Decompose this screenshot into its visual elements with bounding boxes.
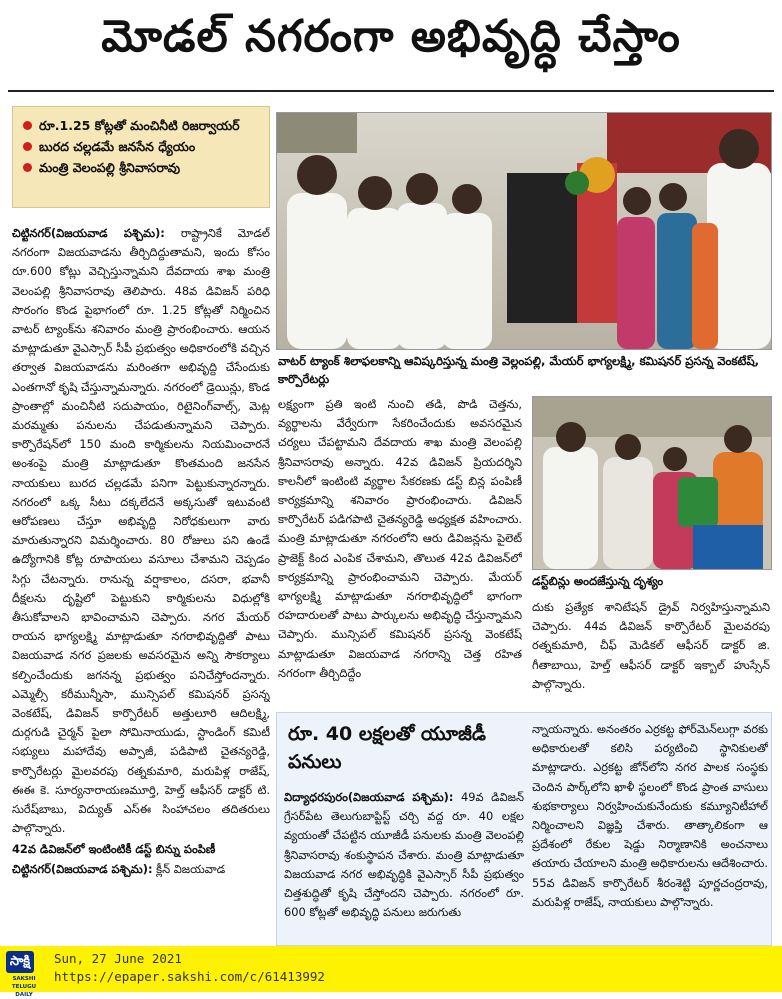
dateline: చిట్టినగర్(విజయవాడ పశ్చిమ):	[12, 861, 153, 876]
footer-date: Sun, 27 June 2021	[54, 951, 182, 966]
highlight-text: బురద చల్లడమే జనసేన ధ్యేయం	[39, 139, 196, 154]
highlight-item	[19, 157, 263, 178]
subheading: 42వ డివిజన్‌లో ఇంటింటికీ డస్ట్ బిన్ను పంపిణీ	[12, 841, 216, 856]
article-paragraph	[12, 860, 270, 879]
highlights-box	[12, 106, 270, 208]
photo-caption: డస్ట్‌బిన్లు అందజేస్తున్న దృశ్యం	[532, 574, 664, 588]
sakshi-logo: సాక్షి	[6, 951, 34, 973]
highlight-text: రూ.1.25 కోట్లతో మంచినీటి రిజర్వాయర్	[39, 118, 240, 133]
sidebar-story-title: రూ. 40 లక్షలతో యూజీడీ పనులు	[288, 723, 486, 773]
footer-url[interactable]: https://epaper.sakshi.com/c/61413992	[54, 969, 325, 984]
article-column-1	[12, 224, 270, 942]
photo-dustbin-distribution	[532, 396, 772, 570]
highlight-item	[19, 115, 263, 136]
highlight-text: మంత్రి వెలంపల్లి శ్రీనివాసరావు	[39, 160, 181, 175]
bullet-icon	[23, 142, 32, 151]
highlight-item	[19, 136, 263, 157]
article-body: లక్ష్యంగా ప్రతి ఇంటి నుంచి తడి, పొడి చెత్తను, వ్యర్థాలను వేర్వేరుగా సేకరించేందుకు అవసరమైన చర్యలు చేపట్టామని దేవదాయ శాఖ మంత్రి వెలంపల్లి శ్రీనివాసరావు అన్నారు. 42వ డివిజన్ ప్రియదర్శిని కాలనీలో ఇంటింటి వ్యర్థాల సేకరణకు డస్ట్ బిన్ల పంపిణీ కార్యక్రమాన్ని శనివారం ప్రారంభించారు. డివిజన్ కార్పొరేటర్ పడిగపాటి చైతన్యరెడ్డి అధ్యక్షత వహించారు. మంత్రి మాట్లాడుతూ నగరంలోని ఆరు డివిజన్లను పైలెట్ ప్రాజెక్ట్ కింద ఎంపిక చేశామని, తొలుత 42వ డివిజన్‌లో కార్యక్రమాన్ని ప్రారంభించామని చెప్పారు. మేయర్ భాగ్యలక్ష్మి మాట్లాడుతూ నగరాభివృద్ధిలో భాగంగా రహదారులతో పాటు పార్కులను అభివృద్ధి చేస్తున్నామని చెప్పారు. మున్సిపల్ కమిషనర్ ప్రసన్న వెంకటేష్ మాట్లాడుతూ విజయవాడ నగరాన్ని చెత్త రహిత నగరంగా తీర్చిదిద్దేం	[278, 397, 522, 680]
sidebar-story-column-right	[532, 720, 768, 942]
dateline: విద్యాధరపురం(విజయవాడ పశ్చిమ):	[284, 790, 454, 804]
article-paragraph	[284, 788, 524, 922]
article-body: న్నాయన్నారు. అనంతరం ఎర్రకట్ట ఫోర్‌మెన్‌లుగ్గా వరకు అధికారులతో కలిసి పర్యటించి స్థానికులతో మాట్లాడారు. ఎర్రకట్ట జోన్‌లోని నగర పాలక సంస్థకు చెందిన పార్క్‌లోని ఖాళీ స్థలంలో కొండ ప్రాంత వాసులు శుభకార్యాలు నిర్వహించుకునేందుకు కమ్యూనిటీహాల్ నిర్మించాలని విజ్ఞప్తి చేశారు. తాత్కాలికంగా ఆ ప్రదేశంలో రేకుల షెడ్డు నిర్మాణానికి అంచనాలు తయారు చేయాలని మంత్రి అధికారులను ఆదేశించారు. 55వ డివిజన్ కార్పొరేటర్ శీరంశెట్టి పూర్ణచంద్రరావు, మరుపిళ్ల రాజేష్, నాయకులు పాల్గొన్నారు.	[532, 722, 768, 909]
article-body: దుకు ప్రత్యేక శానిటేషన్ డ్రైవ్ నిర్వహిస్తున్నామని చెప్పారు. 44వ డివిజన్ కార్పొరేటర్ మైలవరపు రత్నకుమారి, చీఫ్ మెడికల్ ఆఫీసర్ డాక్టర్ జి. గీతాబాయి, హెల్త్ ఆఫీసర్ డాక్టర్ ఇక్బాల్ హుస్సేన్ పాల్గొన్నారు.	[532, 600, 770, 691]
article-column-3	[532, 598, 770, 708]
article-body: క్లీన్ విజయవాడ	[156, 861, 226, 876]
sidebar-story-column-left	[284, 788, 524, 942]
bullet-icon	[23, 121, 32, 130]
photo-caption: వాటర్ ట్యాంక్ శిలాఫలకాన్ని ఆవిష్కరిస్తున్న మంత్రి వెల్లంపల్లి, మేయర్ భాగ్యలక్ష్మి, కమిషనర్ ప్రసన్న వెంకటేష్, కార్పొరేటర్లు	[278, 354, 760, 386]
article-paragraph	[12, 224, 270, 839]
headline: మోడల్ నగరంగా అభివృద్ధి చేస్తాం	[101, 11, 681, 62]
article-column-2	[278, 395, 522, 733]
article-body: రాష్ట్రానికే మోడల్ నగరంగా విజయవాడను తీర్చిదిద్దుతామని, ఇందు కోసం రూ.600 కోట్లు వెచ్చిస్తున్నామని దేవదాయ శాఖ మంత్రి వెలంపల్లి శ్రీనివాసరావు తెలిపారు. 48వ డివిజన్ పరిధి సొరంగం కొండ పైభాగంలో రూ. 1.25 కోట్లతో నిర్మించిన వాటర్ ట్యాంక్‌ను శనివారం మంత్రి ప్రారంభించారు. ఆయన మాట్లాడుతూ వైఎస్సార్ సీపీ ప్రభుత్వం అధికారంలోకి వచ్చిన తర్వాత విజయవాడను మరింతగా అభివృద్ది చేసేందుకు ఎంతగానో కృషి చేస్తున్నామన్నారు. నగరంలో డ్రెయిన్లు, కొండ ప్రాంతాల్లో మంచినీటి సదుపాయం, రిటైనింగ్‌వాల్స్, మెట్ల మరమ్మతు పనులను చేపడుతున్నామని చెప్పారు. కార్పొరేషన్‌లో 150 మంది కార్మికులను నియమించారనే అంశంపై మంత్రి మాట్లాడుతూ కొంతమంది జనసేన నాయకులు బురద చల్లడమే పనిగా పెట్టుకున్నారన్నారు. నగరంలో ఒక్క సీటు దక్కలేదనే అక్కసుతో ఇటువంటి ఆరోపణలు చేస్తూ అభివృద్ది నిరోధకులుగా వారు మారుతున్నారని విమర్శించారు. 80 రోజులు పని ఉండే ఉద్యోగానికి కోట్ల రూపాయలు వసూలు చేశామని చెప్పడం సిగ్గు చేటన్నారు. రానున్న వర్షాకాలం, దసరా, భవానీ దీక్షలను దృష్టిలో పెట్టుకుని కార్మికులను విధుల్లోకి తీసుకోవాలని భావించామని చెప్పారు. నగర మేయర్ రాయన భాగ్యలక్ష్మి మాట్లాడుతూ నగరాభివృద్దితో పాటు విజయవాడ నగర ప్రజలకు అవసరమైన అన్ని సౌకర్యాలు కల్పించేందుకు జగనన్న ప్రభుత్వం పనిచేస్తోందన్నారు. ఎమ్మెల్సీ కరీమున్నీసా, మున్సిపల్ కమిషనర్ ప్రసన్న వెంకటేష్, డివిజన్ కార్పొరేటర్ అత్తులూరి ఆదిలక్ష్మి, దుర్గగుడి చైర్మన్ పైలా సోమినాయుడు, స్టాండింగ్ కమిటీ సభ్యులు మహాదేవు అప్పాజీ, పడిపాటి చైతన్యరెడ్డి, కార్పొరేటర్లు మైలవరపు రత్నకుమారి, మరుపిళ్ల రాజేష్, ఈఈ కె. సూర్యనారాయణమూర్తి, హెల్త్ ఆఫీసర్ డాక్టర్ టి. సురేష్‌బాబు, విద్యుత్ ఎస్ఈ సింహాచలం తదితరులు పాల్గొన్నారు.	[12, 226, 270, 836]
article-body: 49వ డివిజన్ గ్రేసర్‌పేట తెలుగుబాప్టిస్ట్ చర్చి వద్ద రూ. 40 లక్షల వ్యయంతో చేపట్టిన యూజీడీ పనులకు మంత్రి వెలంపల్లి శ్రీనివాసరావు శంకుస్థాపన చేశారు. మంత్రి మాట్లాడుతూ విజయవాడ నగర అభివృద్ధికి వైఎస్సార్ సీపీ ప్రభుత్వం చిత్తశుద్ధితో కృషి చేస్తోందని చెప్పారు. నగరంలో రూ. 600 కోట్లతో అభివృద్ధి పనులు జరుగుతు	[284, 790, 524, 920]
bullet-icon	[23, 163, 32, 172]
logo-subtitle: SAKSHI TELUGU DAILY	[11, 976, 37, 998]
headline-rule	[8, 90, 774, 92]
photo-water-tank-inauguration	[276, 112, 772, 350]
photo-illustration	[277, 113, 771, 349]
dateline: చిట్టినగర్(విజయవాడ పశ్చిమ):	[12, 226, 165, 240]
photo-illustration	[533, 397, 771, 569]
